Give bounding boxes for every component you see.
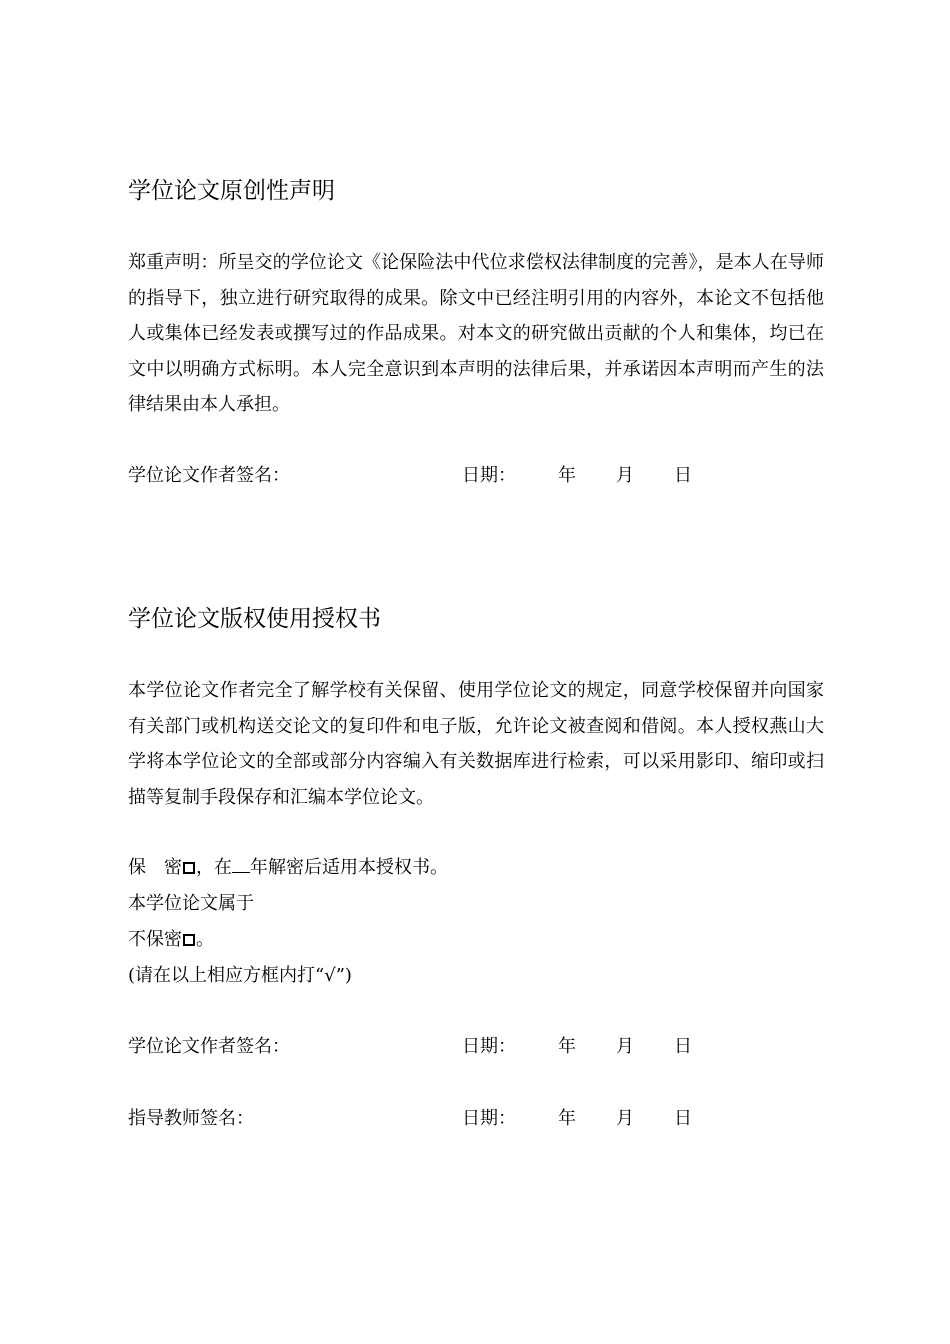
years-blank[interactable] (232, 856, 250, 873)
supervisor-signature-label: 指导教师签名： (128, 1108, 254, 1129)
not-secret-end: 。 (196, 929, 214, 950)
secret-mid-text: ，在 (196, 857, 232, 878)
date-label: 日期： (462, 1108, 516, 1129)
copyright-author-signature-row (128, 1035, 828, 1059)
not-secret-checkbox[interactable] (183, 934, 195, 946)
originality-signature-row (128, 464, 828, 488)
day-label: 日 (674, 1036, 692, 1057)
author-signature-label: 学位论文作者签名： (128, 465, 290, 486)
secret-suffix-text: 年解密后适用本授权书。 (250, 857, 448, 878)
checkbox-instruction: (请在以上相应方框内打“√”) (128, 965, 352, 986)
day-label: 日 (674, 1108, 692, 1129)
month-label: 月 (616, 465, 634, 486)
copyright-title: 学位论文版权使用授权书 (128, 606, 381, 632)
year-label: 年 (558, 1108, 576, 1129)
day-label: 日 (674, 465, 692, 486)
belongs-line: 本学位论文属于 (128, 893, 254, 914)
not-secret-option-line (128, 928, 214, 952)
year-label: 年 (558, 465, 576, 486)
originality-title: 学位论文原创性声明 (128, 178, 335, 204)
secret-option-line (128, 856, 448, 880)
month-label: 月 (616, 1108, 634, 1129)
supervisor-signature-row (128, 1107, 828, 1131)
secret-checkbox[interactable] (183, 862, 195, 874)
not-secret-label: 不保密 (128, 929, 182, 950)
year-label: 年 (558, 1036, 576, 1057)
document-page (128, 0, 828, 1344)
month-label: 月 (616, 1036, 634, 1057)
secret-label: 保 密 (128, 857, 182, 878)
date-label: 日期： (462, 1036, 516, 1057)
author-signature-label: 学位论文作者签名： (128, 1036, 290, 1057)
date-label: 日期： (462, 465, 516, 486)
copyright-paragraph: 本学位论文作者完全了解学校有关保留、使用学位论文的规定，同意学校保留并向国家有关部门或机构送交论文的复印件和电子版，允许论文被查阅和借阅。本人授权燕山大学将本学位论文的全部或部分内容编入有关数据库进行检索，可以采用影印、缩印或扫描等复制手段保存和汇编本学位论文。 (128, 680, 824, 808)
originality-paragraph: 郑重声明：所呈交的学位论文《论保险法中代位求偿权法律制度的完善》，是本人在导师的指导下，独立进行研究取得的成果。除文中已经注明引用的内容外，本论文不包括他人或集体已经发表或撰写过的作品成果。对本文的研究做出贡献的个人和集体，均已在文中以明确方式标明。本人完全意识到本声明的法律后果，并承诺因本声明而产生的法律结果由本人承担。 (128, 252, 824, 415)
